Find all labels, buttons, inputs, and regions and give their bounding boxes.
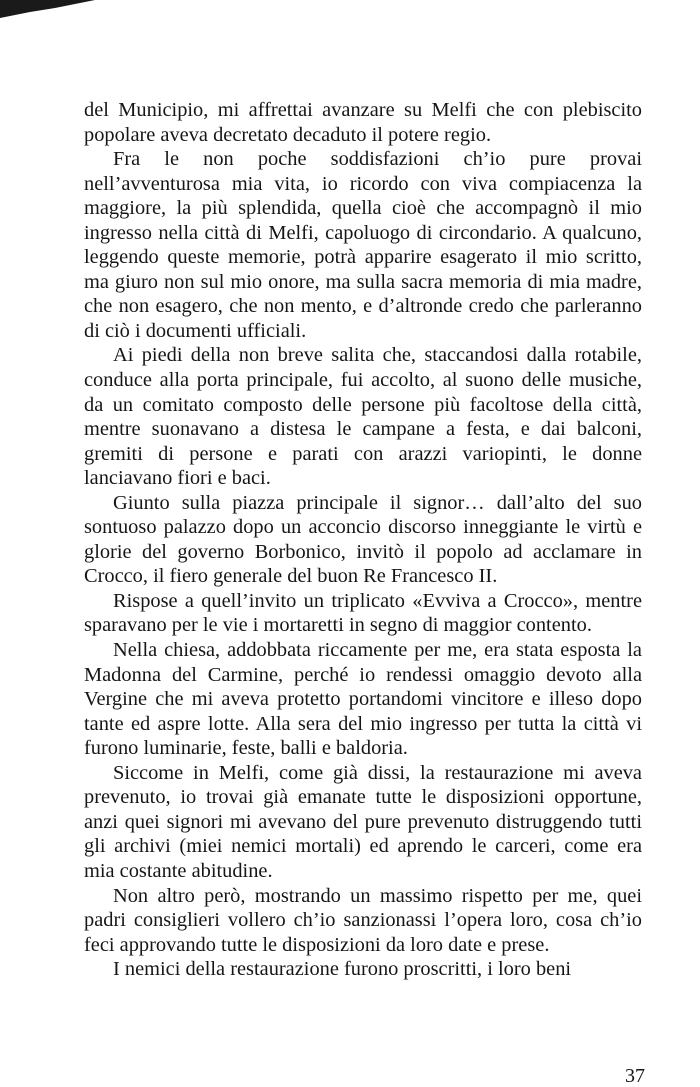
paragraph-5: Rispose a quell’invito un triplicato «Evviva a Crocco», mentre sparavano per le vie i mortaretti in segno di maggior contento. [84, 589, 642, 637]
paragraph-1: del Municipio, mi affrettai avanzare su Melfi che con plebiscito popolare aveva decretato decaduto il potere regio. [84, 99, 642, 146]
paragraph-3: Ai piedi della non breve salita che, staccandosi dalla rotabile, conduce alla porta principale, fui accolto, al suono delle musiche, da un comitato composto delle persone più facoltose della città, mentre suonavano a distesa le campane a festa, e dai balconi, gremiti di persone e parati con arazzi variopinti, le donne lanciavano fiori e baci. [84, 344, 642, 490]
paragraph-4: Giunto sulla piazza principale il signor… dall’alto del suo sontuoso palazzo dopo un acconcio discorso inneggiante le virtù e glorie del governo Borbonico, invitò il popolo ad acclamare in Crocco, il fiero generale del buon Re Francesco II. [84, 491, 642, 588]
paragraph-9: I nemici della restaurazione furono proscritti, i loro beni [113, 958, 572, 981]
scan-corner-shadow [0, 0, 95, 18]
paragraph-8: Non altro però, mostrando un massimo rispetto per me, quei padri consiglieri vollero ch’io sanzionassi l’opera loro, cosa ch’io feci approvando tutte le disposizioni da loro date e prese. [84, 884, 642, 956]
page-text [84, 98, 642, 982]
paragraph-2: Fra le non poche soddisfazioni ch’io pure provai nell’avventurosa mia vita, io ricordo con viva compiacenza la maggiore, la più splendida, quella cioè che accompagnò il mio ingresso nella città di Melfi, capoluogo di circondario. A qualcuno, leggendo queste memorie, potrà apparire esagerato il mio scritto, ma giuro non sul mio onore, ma sulla sacra memoria di mia madre, che non esagero, che non mento, e d’altronde credo che parleranno di ciò i documenti ufficiali. [84, 148, 642, 342]
paragraph-7: Siccome in Melfi, come già dissi, la restaurazione mi aveva prevenuto, io trovai già emanate tutte le disposizioni opportune, anzi quei signori mi avevano del pure prevenuto distruggendo tutti gli archivi (miei nemici mortali) ed aprendo le carceri, come era mia costante abitudine. [84, 761, 642, 882]
paragraph-6: Nella chiesa, addobbata riccamente per me, era stata esposta la Madonna del Carmine, perché io rendessi omaggio devoto alla Vergine che mi aveva protetto portandomi vincitore e illeso dopo tante ed aspre lotte. Alla sera del mio ingresso per tutta la città vi furono luminarie, feste, balli e baldoria. [84, 639, 642, 760]
page-number: 37 [625, 1065, 645, 1087]
